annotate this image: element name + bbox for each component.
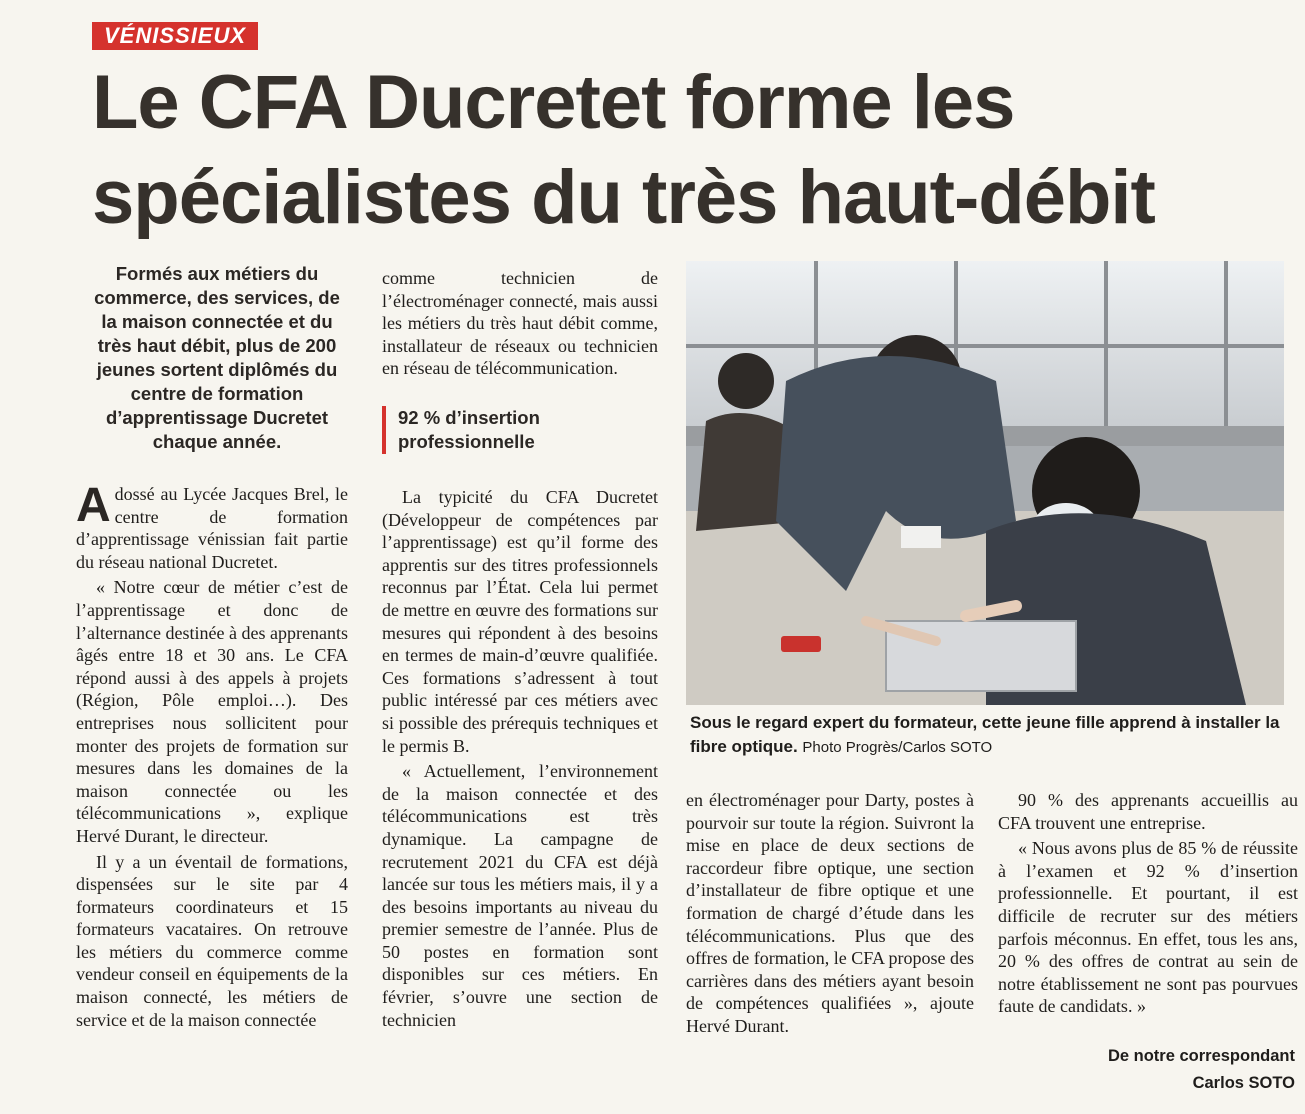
caption-text: Sous le regard expert du formateur, cette jeune fille apprend à installer la fibre optique. [690,713,1280,756]
signature-line-1: De notre correspondant [1107,1047,1295,1065]
subheading-line-1: 92 % d’insertion [398,407,540,428]
article-paragraph: « Actuellement, l’environnement de la maison connectée et des télécommunications est très dynamique. La campagne de recrutement 2021 du CFA est déjà lancée sur tous les métiers mais, il y a des besoins importants au niveau du premier semestre de l’année. Plus de 50 postes en formation sont disponibles sur ces métiers. En février, s’ouvre une section de technicien [382,761,658,1030]
headline-line-2: spécialistes du très haut-débit [92,155,1155,240]
lead-paragraph: Formés aux métiers du commerce, des services, de la maison connectée et du très haut débit, plus de 200 jeunes sortent diplômés du centre de formation d’apprentissage Ducretet chaque année. [94,263,340,452]
article-paragraph: 90 % des apprenants accueillis au CFA trouvent une entreprise. [998,790,1298,833]
subheading-line-2: professionnelle [398,431,535,452]
subheading [382,406,540,454]
article-paragraph: Il y a un éventail de formations, dispensées sur le site par 4 formateurs coordinateurs et 15 formateurs vacataires. On retrouve les métiers du commerce comme vendeur conseil en équipements de la maison connecté, les métiers de service et de la maison connectée [76,851,348,1030]
article-paragraph: comme technicien de l’électroménager connecté, mais aussi les métiers du très haut débit comme, installateur de réseaux ou technicien en réseau de télécommunication. [382,268,658,379]
article-paragraph: en électroménager pour Darty, postes à pourvoir sur toute la région. Suivront la mise en place de deux sections de raccordeur fibre optique, une section d’installateur de fibre optique et une formation de chargé d’étude dans les télécommunications. Plus que des offres de formation, le CFA propose des carrières dans des métiers ayant besoin de compétences qualifiées », ajoute Hervé Durant. [686,790,974,1036]
photo-credit: Photo Progrès/Carlos SOTO [802,739,993,756]
opening-paragraph [76,479,348,573]
article-paragraph: « Notre cœur de métier c’est de l’apprentissage et donc de l’alternance destinée à des apprenants âgés entre 18 et 30 ans. Le CFA répond aussi à des appels à projets (Région, Pôle emploi…). Des entreprises nous sollicitent pour monter des projets de formation sur mesures dans les domaines de la maison connectée ou les télécommunications », explique Hervé Durant, le directeur. [76,577,348,846]
signature-line-2: Carlos SOTO [1192,1074,1295,1092]
article-column-3 [686,789,974,1038]
headline-line-1: Le CFA Ducretet forme les [92,60,1015,145]
article-column-4 [998,789,1298,1018]
article-paragraph: La typicité du CFA Ducretet (Développeur de compétences par l’apprentissage) est qu’il forme des apprentis sur des titres professionnels reconnus par l’État. Cela lui permet de mettre en œuvre des formations sur mesures qui répondent à des besoins en termes de main-d’œuvre qualifiée. Ces formations s’adressent à tout public intéressé par ces métiers avec si possible des prérequis techniques et le permis B. [382,487,658,756]
article-paragraph: « Nous avons plus de 85 % de réussite à l’examen et 92 % d’insertion professionnelle. Et pourtant, il est difficile de recruter sur des métiers parfois méconnus. En effet, tous les ans, 20 % des offres de contrat au sein de notre établissement ne sont pas pourvues faute de candidats. » [998,838,1298,1017]
article-column-2 [382,486,658,1031]
section-kicker: VÉNISSIEUX [92,22,258,50]
drop-cap: A [76,479,111,532]
article-column-1 [76,479,348,1031]
photo-caption [690,711,1290,760]
article-photo [686,261,1284,705]
photo-illustration [686,261,1284,705]
article-column-2-top [382,267,658,380]
headline [92,55,1292,245]
opening-text: dossé au Lycée Jacques Brel, le centre de formation d’apprentissage vénissian fait partie du réseau national Ducretet. [76,484,348,572]
